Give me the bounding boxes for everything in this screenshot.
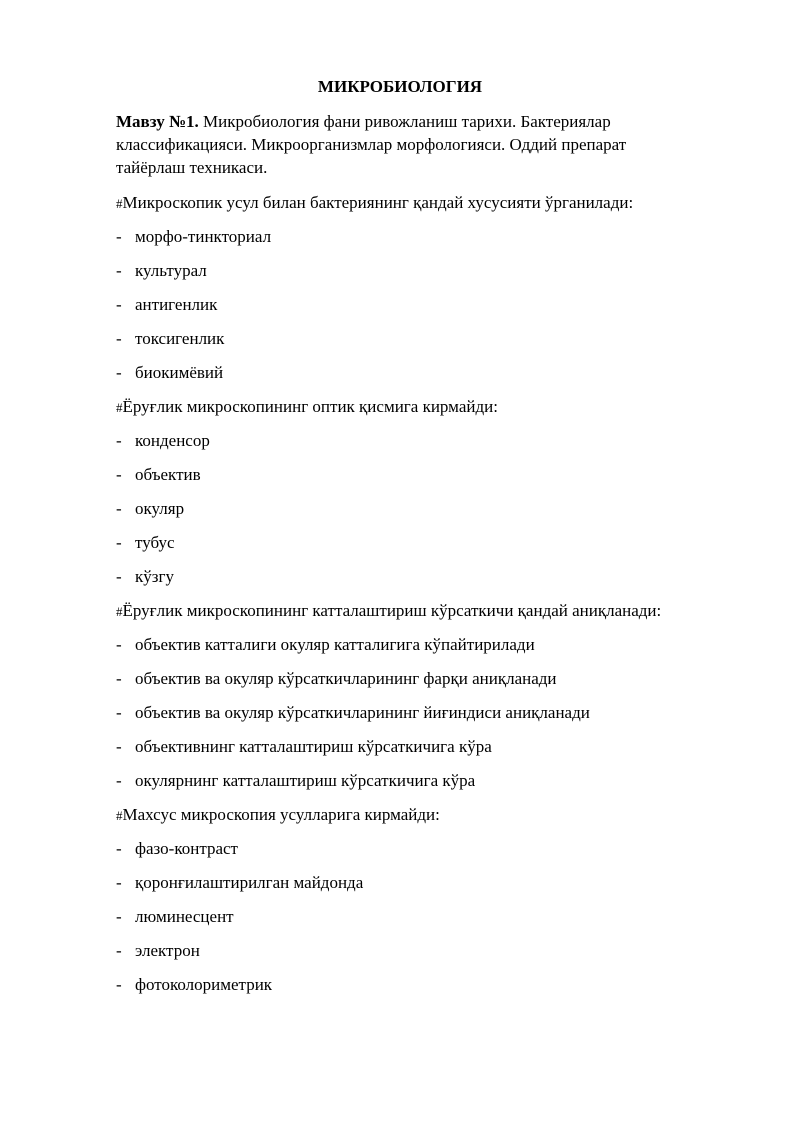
option-2-5 [116,566,174,588]
option-2-3 [116,498,184,520]
question-text: Микроскопик усул билан бактериянинг қандай хусусияти ўрганилади: [122,193,634,212]
option-text: культурал [135,261,207,280]
option-3-3 [116,702,590,724]
option-3-2 [116,668,557,690]
dash-marker: - [116,499,122,518]
question-text: Ёруғлик микроскопининг оптик қисмига кирмайди: [122,397,498,416]
option-2-2 [116,464,201,486]
option-1-3 [116,294,217,316]
option-text: токсигенлик [135,329,225,348]
option-3-1 [116,634,535,656]
dash-marker: - [116,363,122,382]
option-4-2 [116,872,363,894]
dash-marker: - [116,839,122,858]
question-text: Ёруғлик микроскопининг катталаштириш кўрсаткичи қандай аниқланади: [122,601,662,620]
dash-marker: - [116,329,122,348]
option-text: объектив катталиги окуляр катталигига кўпайтирилади [135,635,535,654]
dash-marker: - [116,737,122,756]
option-text: биокимёвий [135,363,224,382]
dash-marker: - [116,533,122,552]
topic-label: Мавзу №1. [116,112,199,131]
question-marker: # [116,604,123,619]
option-text: қоронғилаштирилган майдонда [135,873,364,892]
dash-marker: - [116,975,122,994]
option-text: электрон [135,941,200,960]
option-2-4 [116,532,175,554]
option-text: фотоколориметрик [135,975,273,994]
option-text: антигенлик [135,295,218,314]
dash-marker: - [116,907,122,926]
dash-marker: - [116,431,122,450]
option-1-5 [116,362,223,384]
document-title: МИКРОБИОЛОГИЯ [317,77,483,96]
dash-marker: - [116,261,122,280]
question-marker: # [116,196,123,211]
option-4-4 [116,940,200,962]
option-3-5 [116,770,475,792]
option-text: окулярнинг катталаштириш кўрсаткичига кўра [135,771,476,790]
dash-marker: - [116,771,122,790]
option-3-4 [116,736,492,758]
option-text: объективнинг катталаштириш кўрсаткичига кўра [135,737,492,756]
option-text: окуляр [135,499,185,518]
question-marker: # [116,808,123,823]
topic-text: Микробиология фани ривожланиш тарихи. Бактериялар классификацияси. Микроорганизмлар морфологияси. Оддий препарат тайёрлаш техникаси. [116,112,627,177]
option-4-3 [116,906,234,928]
option-text: фазо-контраст [135,839,238,858]
option-text: объектив ва окуляр кўрсаткичларининг йиғиндиси аниқланади [135,703,590,722]
option-1-4 [116,328,224,350]
question-3 [116,600,661,623]
option-2-1 [116,430,210,452]
option-text: кўзгу [135,567,174,586]
option-text: люминесцент [135,907,234,926]
dash-marker: - [116,295,122,314]
dash-marker: - [116,227,122,246]
question-marker: # [116,400,123,415]
topic-heading [116,110,696,179]
dash-marker: - [116,703,122,722]
option-text: морфо-тинкториал [135,227,272,246]
option-4-5 [116,974,272,996]
option-1-2 [116,260,207,282]
dash-marker: - [116,567,122,586]
question-2 [116,396,498,419]
option-text: тубус [135,533,175,552]
question-1 [116,192,633,215]
option-4-1 [116,838,238,860]
option-1-1 [116,226,271,248]
dash-marker: - [116,465,122,484]
dash-marker: - [116,669,122,688]
option-text: конденсор [135,431,210,450]
dash-marker: - [116,941,122,960]
question-text: Махсус микроскопия усулларига кирмайди: [122,805,440,824]
dash-marker: - [116,873,122,892]
option-text: объектив [135,465,201,484]
question-4 [116,804,440,827]
option-text: объектив ва окуляр кўрсаткичларининг фарқи аниқланади [135,669,557,688]
dash-marker: - [116,635,122,654]
